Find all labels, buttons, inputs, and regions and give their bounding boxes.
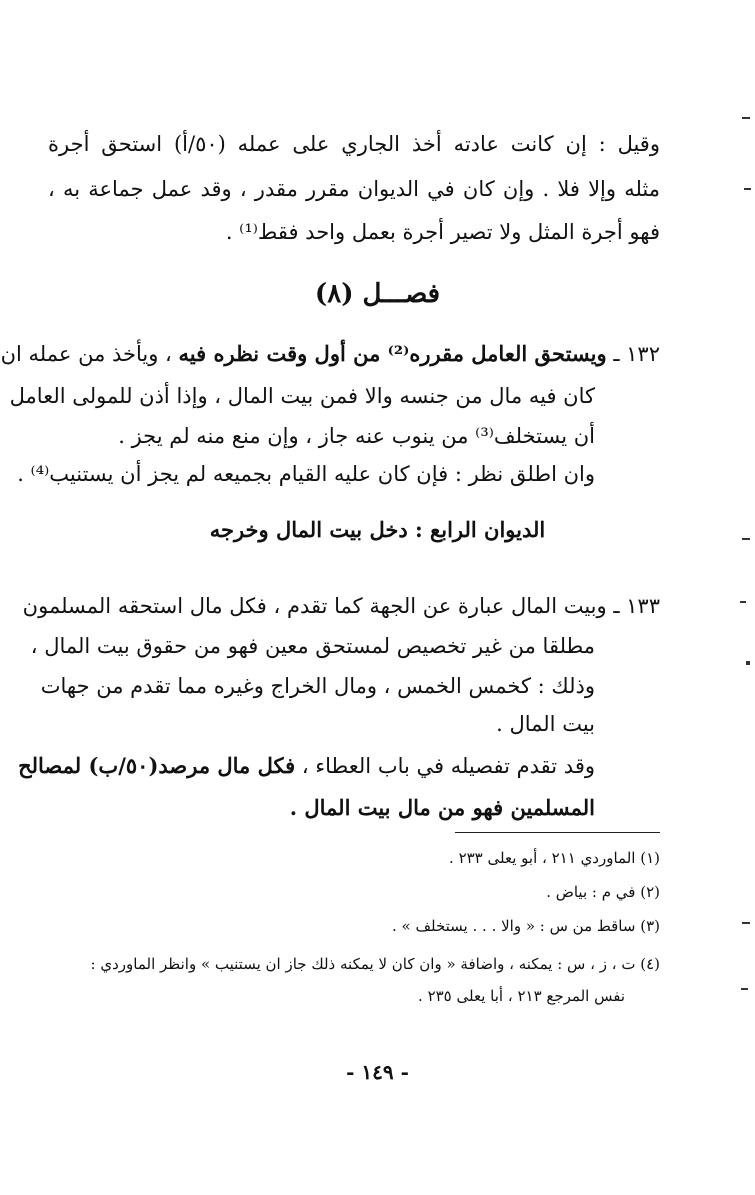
scan-speck	[746, 661, 750, 665]
scan-speck	[742, 538, 750, 540]
para-132-line-4: وان اطلق نظر : فإن كان عليه القيام بجميعه لم يجز أن يستنيب⁽⁴⁾ .	[17, 462, 595, 486]
para-132-line1-rest: ، ويأخذ من عمله ان	[0, 342, 172, 366]
footnote-1: (١) الماوردي ٢١١ ، أبو يعلى ٢٣٣ .	[449, 849, 660, 867]
para-132-line-3: أن يستخلف⁽³⁾ من ينوب عنه جاز ، وإن منع منه لم يجز .	[118, 424, 595, 448]
para-133-line-1: ١٣٣ ـ وبيت المال عبارة عن الجهة كما تقدم ، فكل مال استحقه المسلمون	[22, 594, 660, 618]
footnote-2: (٢) في م : بياض .	[546, 883, 660, 901]
para-132-number: ١٣٢ ـ	[613, 342, 660, 366]
page-number: - ١٤٩ -	[346, 1060, 409, 1084]
section-heading: فصـــل (٨)	[314, 279, 441, 309]
scan-speck	[744, 188, 751, 190]
body-line-1: وقيل : إن كانت عادته أخذ الجاري على عمله (٥٠/أ) استحق أجرة	[48, 132, 660, 156]
footnote-separator	[455, 832, 660, 833]
para-133-line-5	[18, 750, 595, 782]
para-133-line-4: بيت المال .	[496, 712, 595, 736]
para-133-line-6: المسلمين فهو من مال بيت المال .	[289, 795, 595, 820]
para-132-line-1	[0, 338, 660, 370]
scan-speck	[742, 922, 750, 924]
body-line-3: فهو أجرة المثل ولا تصير أجرة بعمل واحد فقط⁽¹⁾ .	[225, 220, 660, 244]
footnote-4: (٤) ت ، ز ، س : يمكنه ، واضافة « وان كان لا يمكنه ذلك جاز ان يستنيب » وانظر الماوردي :	[90, 955, 660, 973]
scan-speck	[740, 601, 746, 603]
para-133-line5-bold: فكل مال مرصد(٥٠/ب) لمصالح	[18, 753, 296, 778]
scan-speck	[741, 988, 748, 990]
para-132-line-2: كان فيه مال من جنسه والا فمن بيت المال ، وإذا أذن للمولى العامل	[9, 384, 595, 408]
footnote-4-continuation: نفس المرجع ٢١٣ ، أبا يعلى ٢٣٥ .	[418, 987, 625, 1005]
footnote-3: (٣) ساقط من س : « والا . . . يستخلف » .	[391, 917, 660, 935]
scan-speck	[742, 117, 750, 119]
para-133-line-2: مطلقا من غير تخصيص لمستحق معين فهو من حقوق بيت المال ،	[30, 634, 595, 658]
para-133-line-3: وذلك : كخمس الخمس ، ومال الخراج وغيره مما تقدم من جهات	[40, 674, 595, 698]
body-line-2: مثله وإلا فلا . وإن كان في الديوان مقرر مقدر ، وقد عمل جماعة به ،	[48, 177, 660, 201]
para-132-bold-phrase: ويستحق العامل مقرره⁽²⁾ من أول وقت نظره فيه	[178, 341, 607, 366]
diwan-heading: الديوان الرابع : دخل بيت المال وخرجه	[209, 517, 546, 542]
para-133-line5-plain: وقد تقدم تفصيله في باب العطاء ،	[301, 754, 595, 778]
